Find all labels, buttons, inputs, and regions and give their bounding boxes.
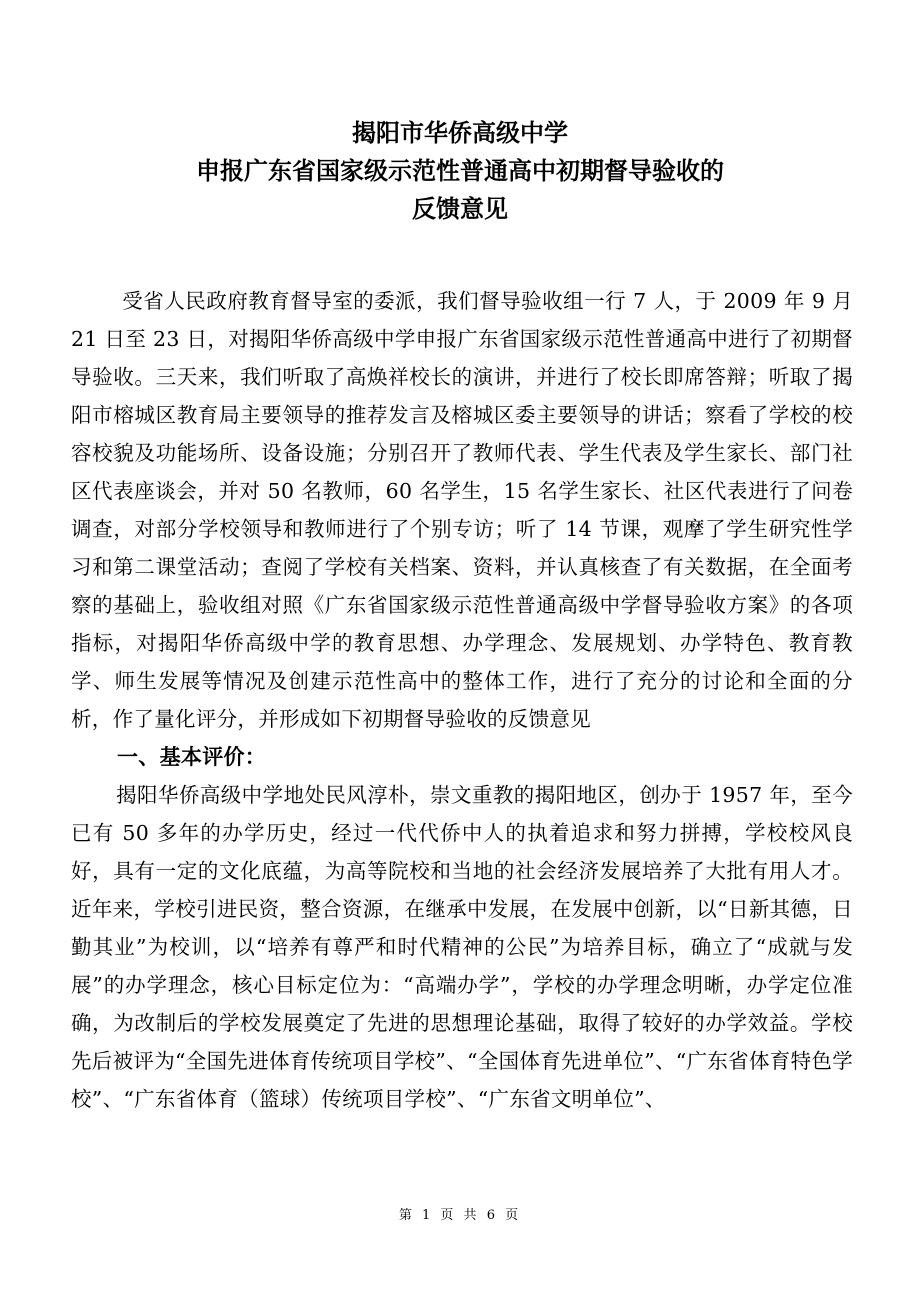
intro-paragraph: 受省人民政府教育督导室的委派，我们督导验收组一行 7 人，于 2009 年 9 月 21 日至 23 日，对揭阳华侨高级中学申报广东省国家级示范性普通高中进行了初期督导验收。三天来，我们听取了高焕祥校长的演讲，并进行了校长即席答辩；听取了揭阳市榕城区教育局主要领导的推荐发言及榕城区委主要领导的讲话；察看了学校的校容校貌及功能场所、设备设施；分别召开了教师代表、学生代表及学生家长、部门社区代表座谈会，并对 50 名教师，60 名学生，15 名学生家长、社区代表进行了问卷调查，对部分学校领导和教师进行了个别专访；听了 14 节课，观摩了学生研究性学习和第二课堂活动；查阅了学校有关档案、资料，并认真核查了有关数据，在全面考察的基础上，验收组对照《广东省国家级示范性普通高级中学督导验收方案》的各项指标，对揭阳华侨高级中学的教育思想、办学理念、发展规划、办学特色、教育教学、师生发展等情况及创建示范性高中的整体工作，进行了充分的讨论和全面的分析，作了量化评分，并形成如下初期督导验收的反馈意见 (71, 289, 853, 731)
page-footer: 第 1 页 共 6 页 (398, 1208, 522, 1223)
basic-evaluation-paragraph: 揭阳华侨高级中学地处民风淳朴，崇文重教的揭阳地区，创办于 1957 年，至今已有 50 多年的办学历史，经过一代代侨中人的执着追求和努力拼搏，学校校风良好，具有一定的文化底蕴，为高等院校和当地的社会经济发展培养了大批有用人才。近年来，学校引进民资，整合资源，在继承中发展，在发展中创新，以“日新其德，日勤其业”为校训，以“培养有尊严和时代精神的公民”为培养目标，确立了“成就与发展”的办学理念，核心目标定位为：“高端办学”，学校的办学理念明晰，办学定位准确，为改制后的学校发展奠定了先进的思想理论基础，取得了较好的办学效益。学校先后被评为“全国先进体育传统项目学校”、“全国体育先进单位”、“广东省体育特色学校”、“广东省体育（篮球）传统项目学校”、“广东省文明单位”、 (71, 783, 853, 1111)
title-line-feedback: 反馈意见 (412, 195, 508, 223)
title-line-school: 揭阳市华侨高级中学 (352, 119, 568, 147)
document-body (71, 282, 853, 1118)
document-title (0, 114, 920, 228)
section-heading-basic-evaluation: 一、基本评价： (117, 745, 267, 769)
title-line-subject: 申报广东省国家级示范性普通高中初期督导验收的 (196, 157, 724, 185)
